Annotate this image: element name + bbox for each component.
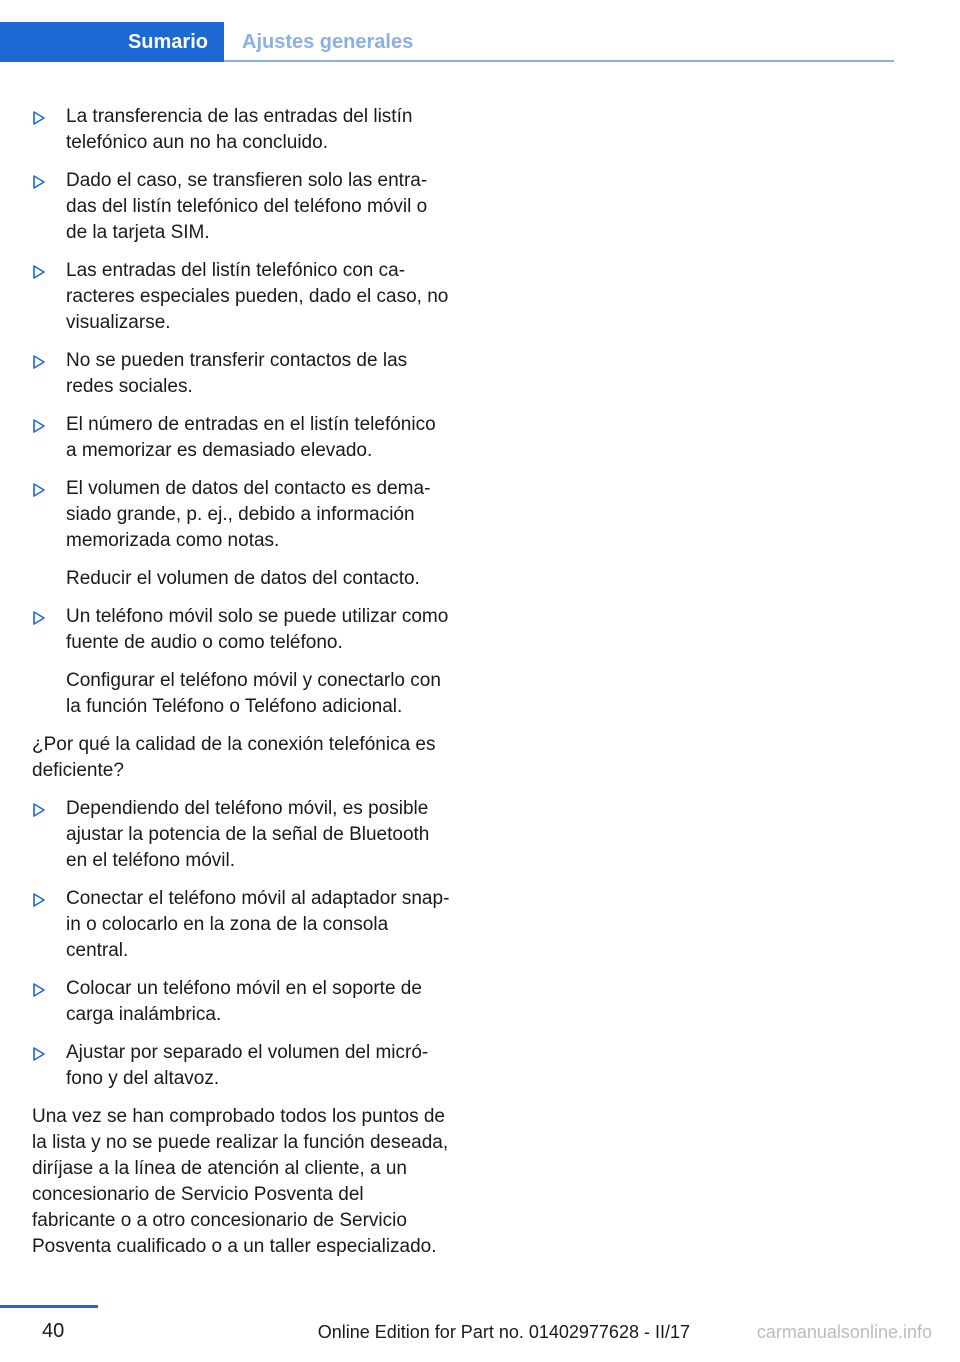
triangle-bullet-icon xyxy=(32,111,46,125)
list-item xyxy=(32,168,450,246)
list-item-text: El número de entradas en el listín telefónico a memorizar es demasiado elevado. xyxy=(66,414,436,461)
list-item-text: El volumen de datos del contacto es demasiado grande, p. ej., debido a información memorizada como notas. xyxy=(66,478,431,551)
list-item-text: Las entradas del listín telefónico con caracteres especiales pueden, dado el caso, no visualizarse. xyxy=(66,260,449,333)
edition-text: Online Edition for Part no. 01402977628 - II/17 xyxy=(317,1322,690,1342)
triangle-bullet-icon xyxy=(32,175,46,189)
list-item xyxy=(32,258,450,336)
bullet-list-2 xyxy=(32,796,450,1092)
list-item xyxy=(32,976,450,1028)
list-item xyxy=(32,412,450,464)
page-number: 40 xyxy=(42,1320,65,1342)
list-item xyxy=(32,348,450,400)
list-item-extra: Configurar el teléfono móvil y conectarlo con la función Teléfono o Teléfono adicional. xyxy=(66,670,441,717)
list-item xyxy=(32,104,450,156)
triangle-bullet-icon xyxy=(32,419,46,433)
main-content xyxy=(32,104,450,1272)
tab-ajustes-generales[interactable]: Ajustes generales xyxy=(242,30,414,53)
list-item-text: No se pueden transferir contactos de las redes sociales. xyxy=(66,350,408,397)
bullet-list-1 xyxy=(32,104,450,720)
list-item xyxy=(32,886,450,964)
footer-rule xyxy=(0,1305,98,1308)
triangle-bullet-icon xyxy=(32,893,46,907)
list-item-text: Conectar el teléfono móvil al adaptador snap-in o colocarlo en la zona de la consola central. xyxy=(66,888,450,961)
list-item xyxy=(32,476,450,592)
list-item-extra: Reducir el volumen de datos del contacto. xyxy=(66,568,420,589)
list-item-text: La transferencia de las entradas del listín telefónico aun no ha concluido. xyxy=(66,106,413,153)
page-header xyxy=(0,0,960,64)
watermark: carmanualsonline.info xyxy=(756,1322,932,1342)
list-item-text: Colocar un teléfono móvil en el soporte de carga inalámbrica. xyxy=(66,978,422,1025)
header-rule xyxy=(224,60,894,62)
list-item xyxy=(32,604,450,720)
closing-paragraph: Una vez se han comprobado todos los puntos de la lista y no se puede realizar la función deseada, diríjase a la línea de atención al cliente, a un concesionario de Servicio Posventa del fabricante o a otro concesionario de Servicio Posventa cualificado o a un taller especializado. xyxy=(32,1106,449,1257)
list-item-text: Ajustar por separado el volumen del micrófono y del altavoz. xyxy=(66,1042,429,1089)
tab-sumario[interactable]: Sumario xyxy=(0,22,224,62)
list-item-text: Un teléfono móvil solo se puede utilizar como fuente de audio o como teléfono. xyxy=(66,606,449,653)
list-item-text: Dado el caso, se transfieren solo las entradas del listín telefónico del teléfono móvil o de la tarjeta SIM. xyxy=(66,170,428,243)
triangle-bullet-icon xyxy=(32,483,46,497)
triangle-bullet-icon xyxy=(32,803,46,817)
triangle-bullet-icon xyxy=(32,355,46,369)
list-item-text: Dependiendo del teléfono móvil, es posible ajustar la potencia de la señal de Bluetooth en el teléfono móvil. xyxy=(66,798,430,871)
triangle-bullet-icon xyxy=(32,611,46,625)
list-item xyxy=(32,796,450,874)
triangle-bullet-icon xyxy=(32,265,46,279)
triangle-bullet-icon xyxy=(32,1047,46,1061)
question-paragraph: ¿Por qué la calidad de la conexión telefónica es deficiente? xyxy=(32,734,436,781)
triangle-bullet-icon xyxy=(32,983,46,997)
list-item xyxy=(32,1040,450,1092)
